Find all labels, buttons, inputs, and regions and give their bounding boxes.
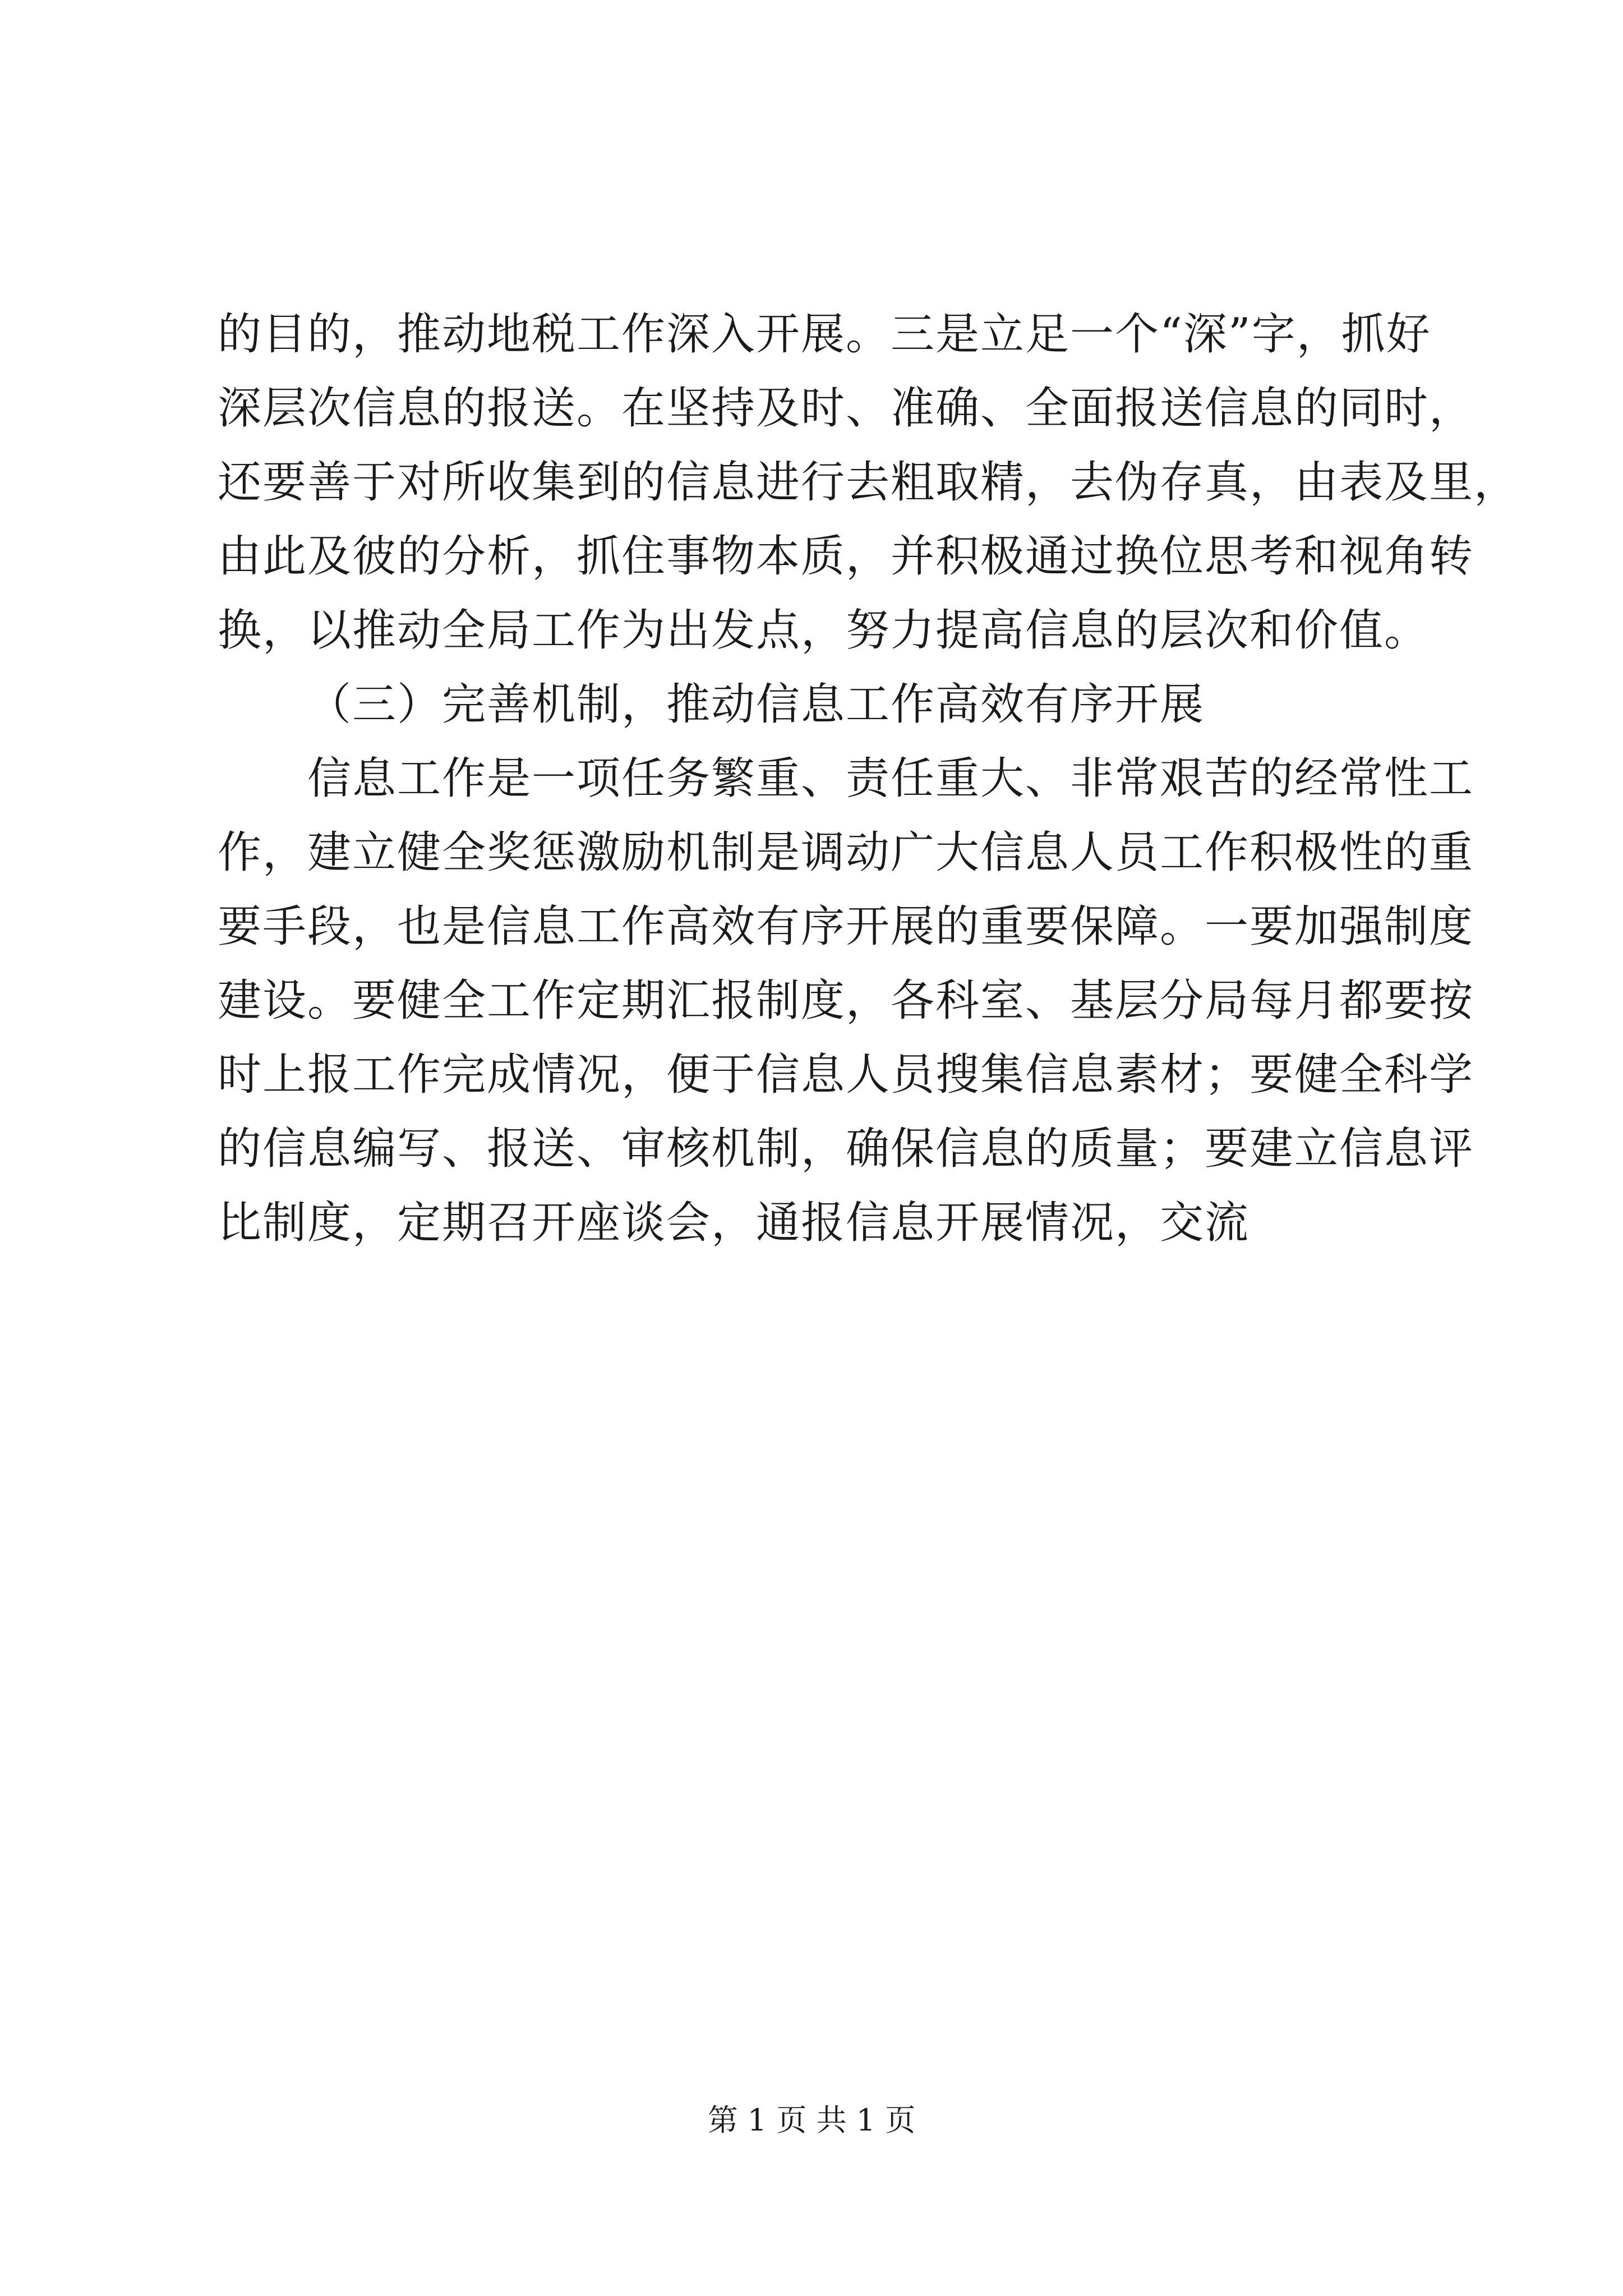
text-line: 还要善于对所收集到的信息进行去粗取精，去伪存真，由表及里， — [218, 457, 1519, 508]
body-text — [218, 297, 1519, 1260]
text-line: 信息工作是一项任务繁重、责任重大、非常艰苦的经常性工 — [307, 753, 1474, 804]
page-number-footer: 第 1 页 共 1 页 — [707, 2102, 916, 2138]
text-line: 深层次信息的报送。在坚持及时、准确、全面报送信息的同时， — [218, 383, 1474, 434]
text-line: 的信息编写、报送、审核机制，确保信息的质量；要建立信息评 — [218, 1124, 1474, 1174]
text-line: 时上报工作完成情况，便于信息人员搜集信息素材；要健全科学 — [218, 1050, 1474, 1100]
text-line: 由此及彼的分析，抓住事物本质，并积极通过换位思考和视角转 — [218, 531, 1474, 582]
section-heading: （三）完善机制，推动信息工作高效有序开展 — [307, 679, 1205, 730]
text-line: 要手段，也是信息工作高效有序开展的重要保障。一要加强制度 — [218, 901, 1474, 952]
text-line: 作，建立健全奖惩激励机制是调动广大信息人员工作积极性的重 — [218, 827, 1474, 878]
text-line: 建设。要健全工作定期汇报制度，各科室、基层分局每月都要按 — [218, 976, 1474, 1026]
text-line: 换，以推动全局工作为出发点，努力提高信息的层次和价值。 — [218, 605, 1430, 656]
text-line: 的目的，推动地税工作深入开展。三是立足一个“深”字，抓好 — [218, 309, 1431, 360]
text-line: 比制度，定期召开座谈会，通报信息开展情况，交流 — [218, 1198, 1250, 1248]
